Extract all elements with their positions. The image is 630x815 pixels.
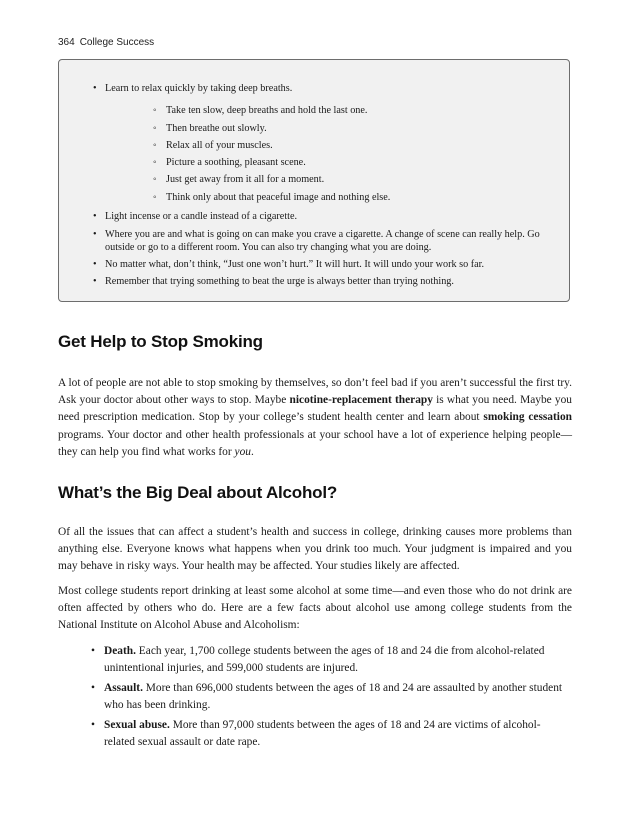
fact-label: Sexual abuse. xyxy=(104,719,170,731)
fact-list-item: • Assault. More than 696,000 students between the ages of 18 and 24 are assaulted by another student who has been drinking. xyxy=(104,680,569,714)
section-heading-stop-smoking: Get Help to Stop Smoking xyxy=(58,332,263,351)
tip-item: • No matter what, don’t think, “Just one won’t hurt.” It will hurt. It will undo your work so far. xyxy=(105,258,484,271)
tip-item: • Where you are and what is going on can make you crave a cigarette. A change of scene can really help. Go xyxy=(105,228,540,241)
fact-list-item: • Sexual abuse. More than 97,000 students between the ages of 18 and 24 are victims of alcohol-related sexual assault or date rape. xyxy=(104,717,569,751)
alcohol-paragraph-2: Most college students report drinking at least some alcohol at some time—and even those who do not drink are often affected by others who do. Here are a few facts about alcohol use among college students from the National Institute on Alcohol Abuse and Alcoholism: xyxy=(58,585,572,632)
tip-item: • Remember that trying something to beat the urge is always better than trying nothing. xyxy=(105,275,454,288)
tip-subitem: ◦ Just get away from it all for a moment. xyxy=(166,173,324,186)
stop-smoking-paragraph: A lot of people are not able to stop smoking by themselves, so don’t feel bad if you aren’t successful the first try. Ask your doctor about other ways to stop. Maybe nicotine-replacement therapy is what you need. Maybe you need prescription medication. Stop by your college’s student health center and learn about smoking cessation programs. Your doctor and other health professionals at your school have a lot of experience helping people—they can help you find what works for you. xyxy=(58,377,572,458)
tip-item-continued: outside or go to a different room. You can also try changing what you are doing. xyxy=(105,242,432,253)
running-header xyxy=(58,37,154,48)
term-smoking-cessation: smoking cessation xyxy=(483,411,572,424)
fact-label: Assault. xyxy=(104,682,143,694)
tip-subitem: ◦ Think only about that peaceful image and nothing else. xyxy=(166,191,390,204)
tip-item: • Learn to relax quickly by taking deep breaths. xyxy=(105,82,292,95)
fact-list-item: • Death. Each year, 1,700 college students between the ages of 18 and 24 die from alcohol-related unintentional injuries, and 599,000 students are injured. xyxy=(104,643,569,677)
term-nicotine-replacement: nicotine-replacement therapy xyxy=(289,394,433,407)
book-title: College Success xyxy=(79,37,155,48)
tip-subitem: ◦ Picture a soothing, pleasant scene. xyxy=(166,156,306,169)
craving-tips-box xyxy=(58,59,570,302)
alcohol-paragraph-1: Of all the issues that can affect a student’s health and success in college, drinking causes more problems than anything else. Everyone knows what happens when you drink too much. Your judgment is impaired and you may behave in risky ways. Your health may be affected. Your studies likely are affected. xyxy=(58,526,572,573)
tip-item: • Light incense or a candle instead of a cigarette. xyxy=(105,210,297,223)
fact-label: Death. xyxy=(104,645,136,657)
page-number: 364 xyxy=(58,37,75,48)
tip-subitem: ◦ Then breathe out slowly. xyxy=(166,122,267,135)
tip-subitem: ◦ Take ten slow, deep breaths and hold the last one. xyxy=(166,104,367,117)
section-heading-alcohol: What’s the Big Deal about Alcohol? xyxy=(58,483,338,502)
tip-subitem: ◦ Relax all of your muscles. xyxy=(166,139,273,152)
